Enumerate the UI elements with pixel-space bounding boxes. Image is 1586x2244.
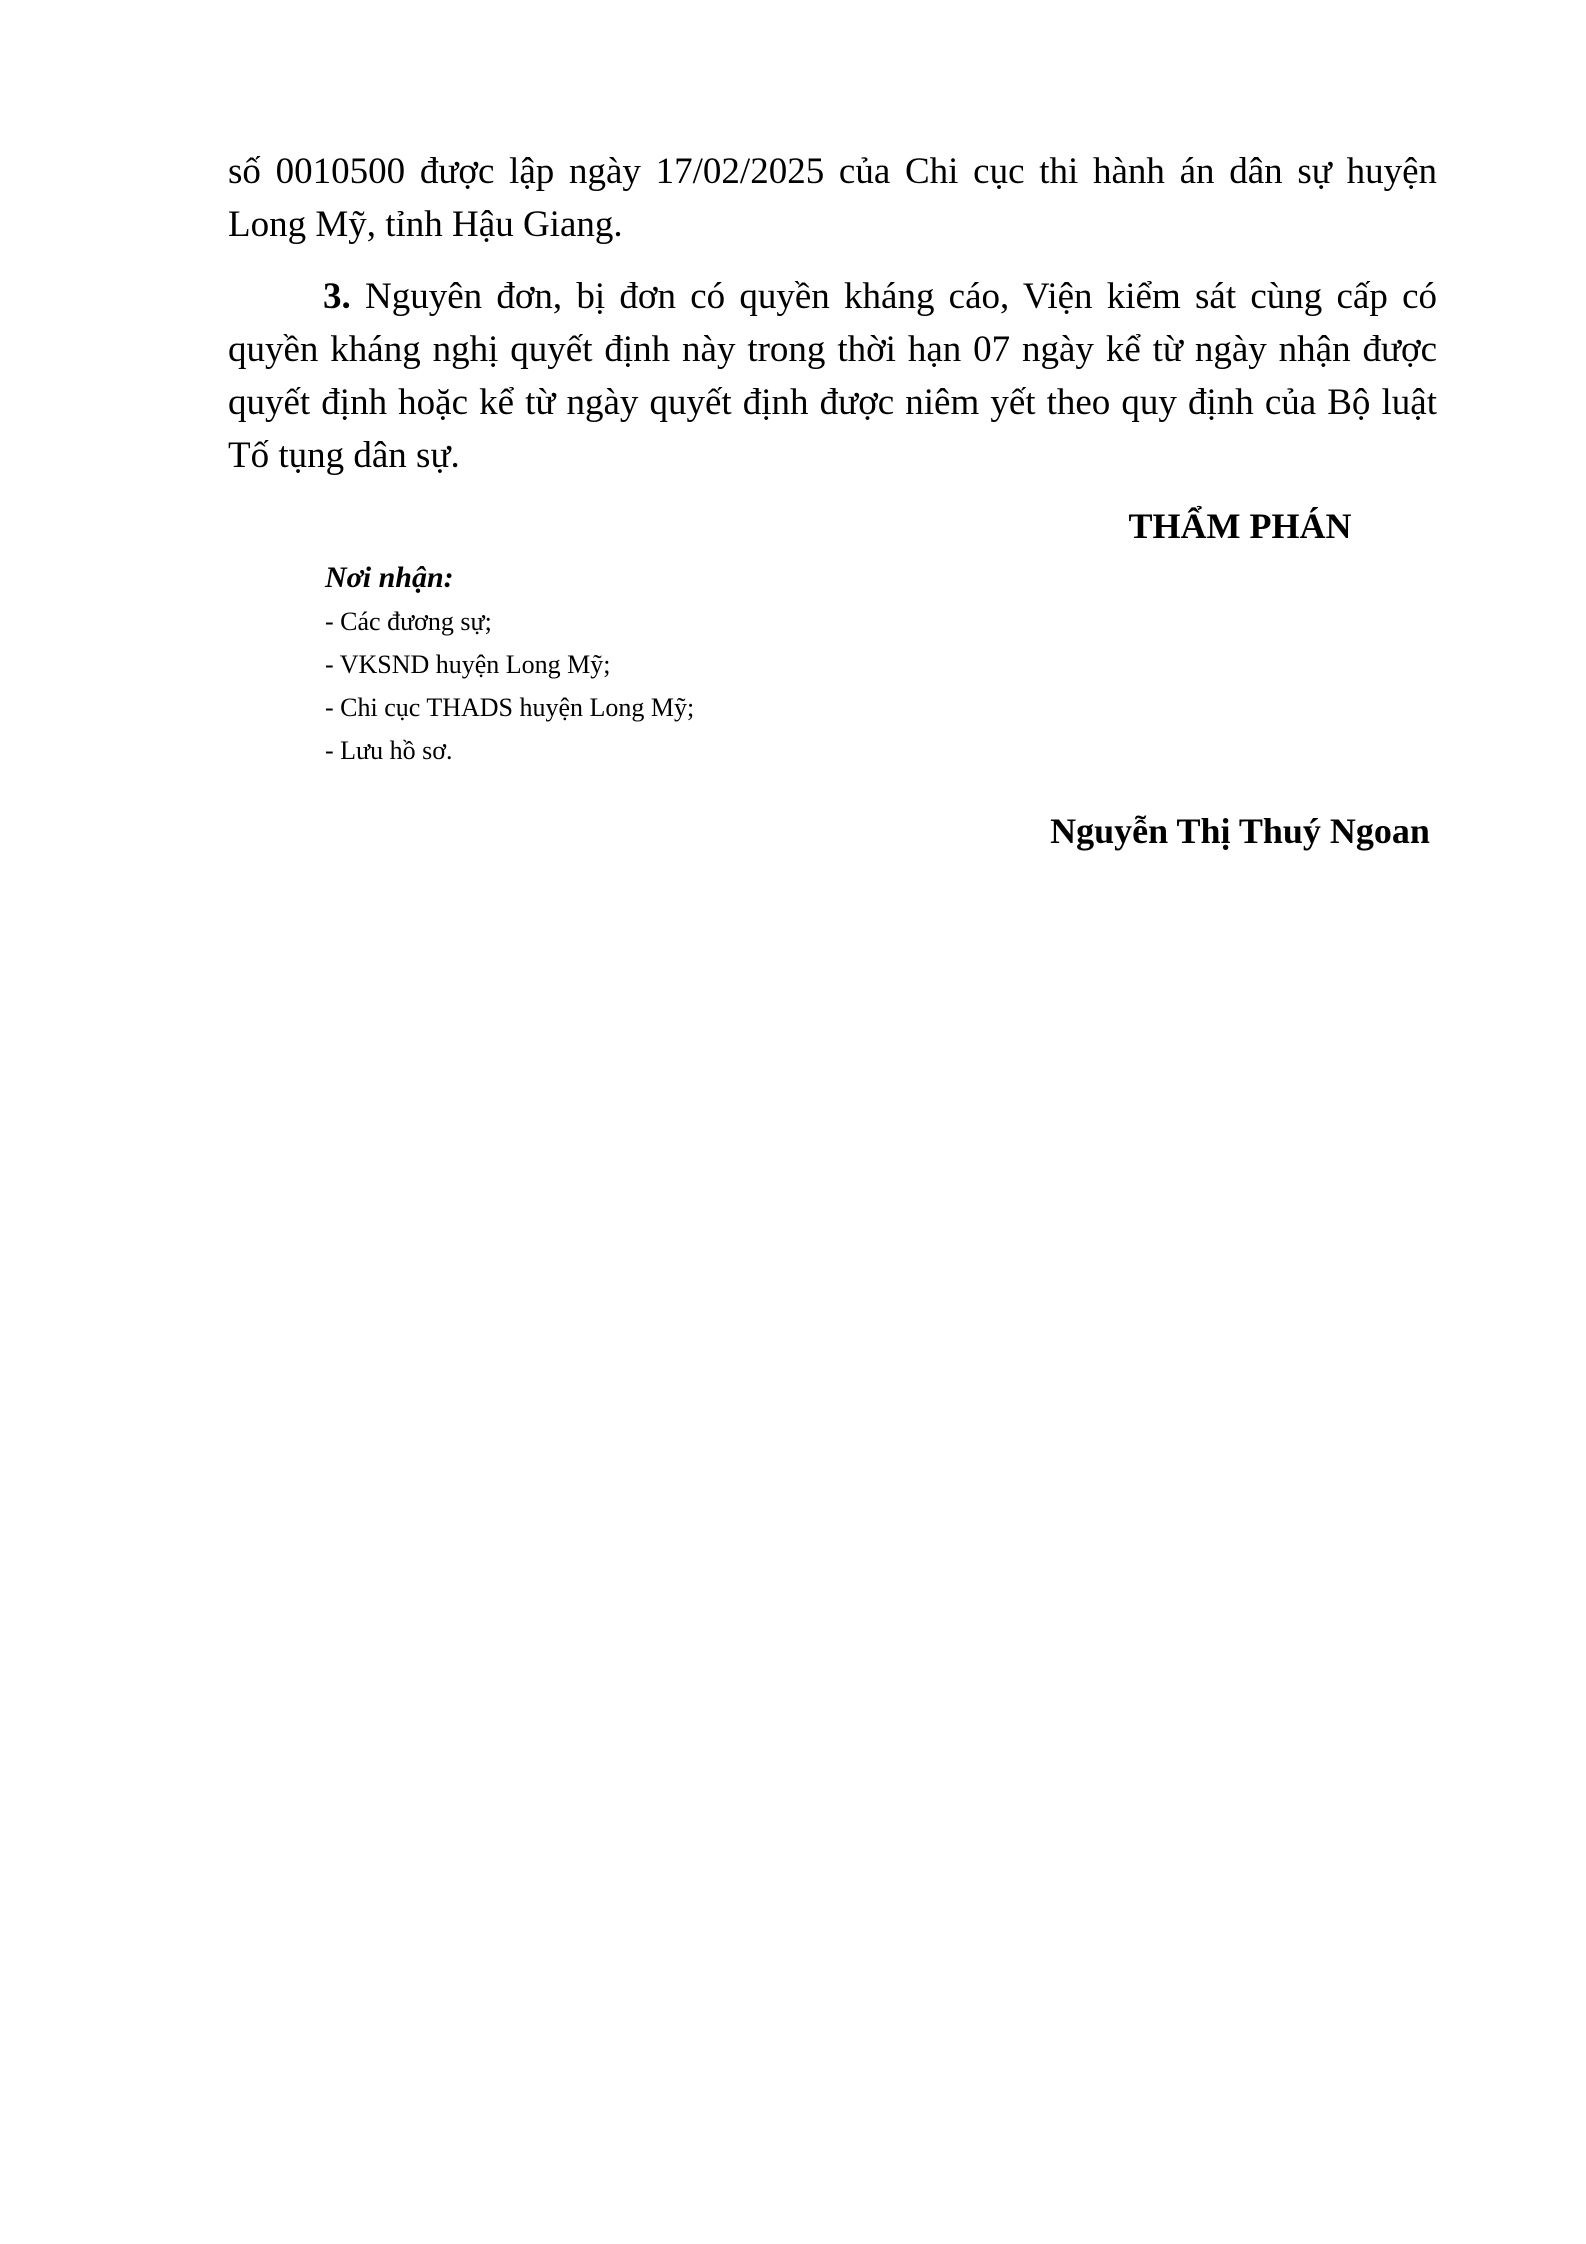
paragraph-continuation: số 0010500 được lập ngày 17/02/2025 của Chi cục thi hành án dân sự huyện Long Mỹ, tỉnh Hậu Giang. — [228, 151, 1437, 245]
paragraph-item-3 — [228, 270, 1437, 482]
recipient-item: - Chi cục THADS huyện Long Mỹ; — [325, 693, 695, 722]
recipients-list — [325, 600, 925, 772]
recipient-item: - Lưu hồ sơ. — [325, 736, 453, 765]
recipient-item: - Các đương sự; — [325, 607, 492, 636]
recipients-block — [325, 556, 925, 772]
item-3-number: 3. — [323, 276, 351, 317]
recipients-title: Nơi nhận: — [325, 561, 454, 594]
judge-title: THẨM PHÁN — [1128, 506, 1352, 546]
item-3-text: Nguyên đơn, bị đơn có quyền kháng cáo, Viện kiểm sát cùng cấp có quyền kháng nghị quyết định này trong thời hạn 07 ngày kể từ ngày nhận được quyết định hoặc kể từ ngày quyết định được niêm yết theo quy định của Bộ luật Tố tụng dân sự. — [228, 276, 1437, 476]
signer-name: Nguyễn Thị Thuý Ngoan — [1050, 811, 1430, 851]
recipient-item: - VKSND huyện Long Mỹ; — [325, 650, 611, 679]
